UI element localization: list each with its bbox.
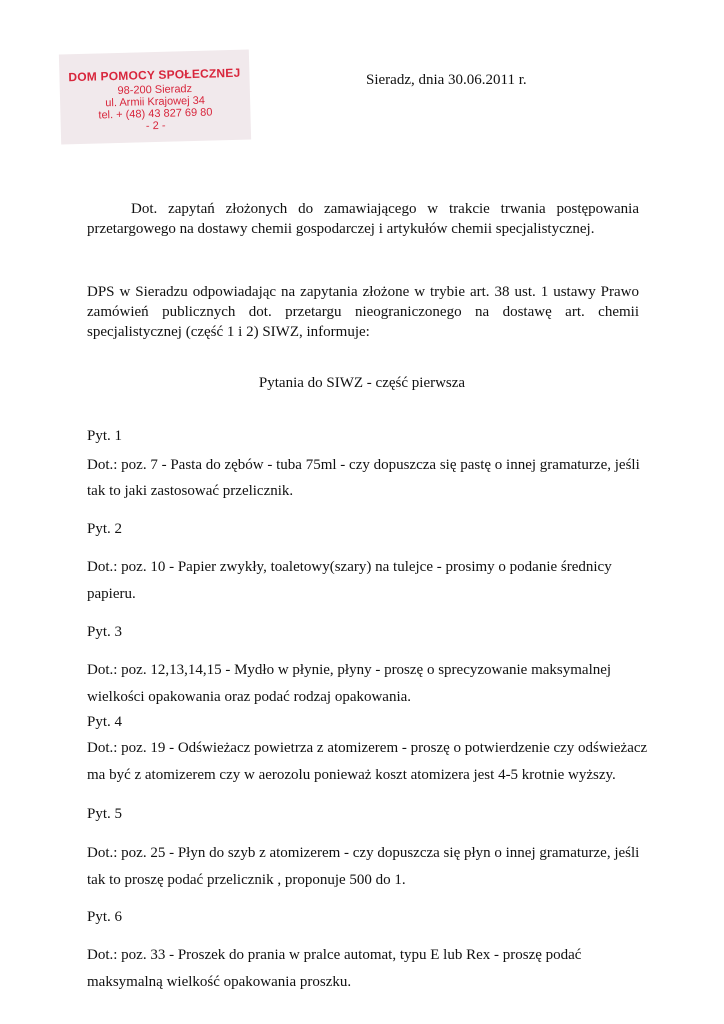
question-text-line: papieru. xyxy=(87,586,136,602)
stamp-title: DOM POMOCY SPOŁECZNEJ xyxy=(68,65,241,85)
stamp-line: 98-200 Sieradz xyxy=(117,83,193,97)
question-text-line: Dot.: poz. 33 - Proszek do prania w pralce automat, typu E lub Rex - proszę podać xyxy=(87,947,582,963)
question-text-line: Dot.: poz. 25 - Płyn do szyb z atomizerem - czy dopuszcza się płyn o innej gramaturze, jeśli xyxy=(87,845,640,861)
section-title: Pytania do SIWZ - część pierwsza xyxy=(258,375,466,391)
question-label: Pyt. 2 xyxy=(87,521,123,537)
question-text-line: Dot.: poz. 12,13,14,15 - Mydło w płynie, płyny - proszę o sprecyzowanie maksymalnej xyxy=(87,662,612,678)
question-label: Pyt. 3 xyxy=(87,624,123,640)
intro-paragraph: DPS w Sieradzu odpowiadając na zapytania złożone w trybie art. 38 ust. 1 ustawy Prawo zamówień publicznych dot. przetargu nieograniczonego na dostawę art. chemii specjalistycznej (część 1 i 2) SIWZ, informuje: xyxy=(87,284,639,340)
stamp-line: tel. + (48) 43 827 69 80 xyxy=(98,106,213,122)
question-text-line: tak to proszę podać przelicznik , proponuje 500 do 1. xyxy=(87,872,406,888)
question-label: Pyt. 6 xyxy=(87,909,123,925)
question-text-line: Dot.: poz. 10 - Papier zwykły, toaletowy(szary) na tulejce - prosimy o podanie średnicy xyxy=(87,559,612,575)
date-line: Sieradz, dnia 30.06.2011 r. xyxy=(366,72,527,88)
question-text-line: Dot.: poz. 19 - Odświeżacz powietrza z atomizerem - proszę o potwierdzenie czy odświeżacz xyxy=(87,740,648,756)
question-label: Pyt. 1 xyxy=(87,428,123,444)
question-label: Pyt. 5 xyxy=(87,806,123,822)
question-label: Pyt. 4 xyxy=(87,714,123,730)
subject-paragraph: Dot. zapytań złożonych do zamawiającego w trakcie trwania postępowania przetargowego na dostawy chemii gospodarczej i artykułów chemii specjalistycznej. xyxy=(87,201,639,237)
question-text-line: Dot.: poz. 7 - Pasta do zębów - tuba 75ml - czy dopuszcza się pastę o innej gramaturze, jeśli xyxy=(87,457,640,473)
question-text-line: tak to jaki zastosować przelicznik. xyxy=(87,483,294,499)
stamp-line: ul. Armii Krajowej 34 xyxy=(105,94,206,110)
question-text-line: wielkości opakowania oraz podać rodzaj opakowania. xyxy=(87,689,412,705)
question-text-line: ma być z atomizerem czy w aerozolu ponieważ koszt atomizera jest 4-5 krotnie wyższy. xyxy=(87,767,616,783)
stamp-line: - 2 - xyxy=(145,119,166,133)
question-text-line: maksymalną wielkość opakowania proszku. xyxy=(87,974,352,990)
institution-stamp xyxy=(59,50,251,145)
